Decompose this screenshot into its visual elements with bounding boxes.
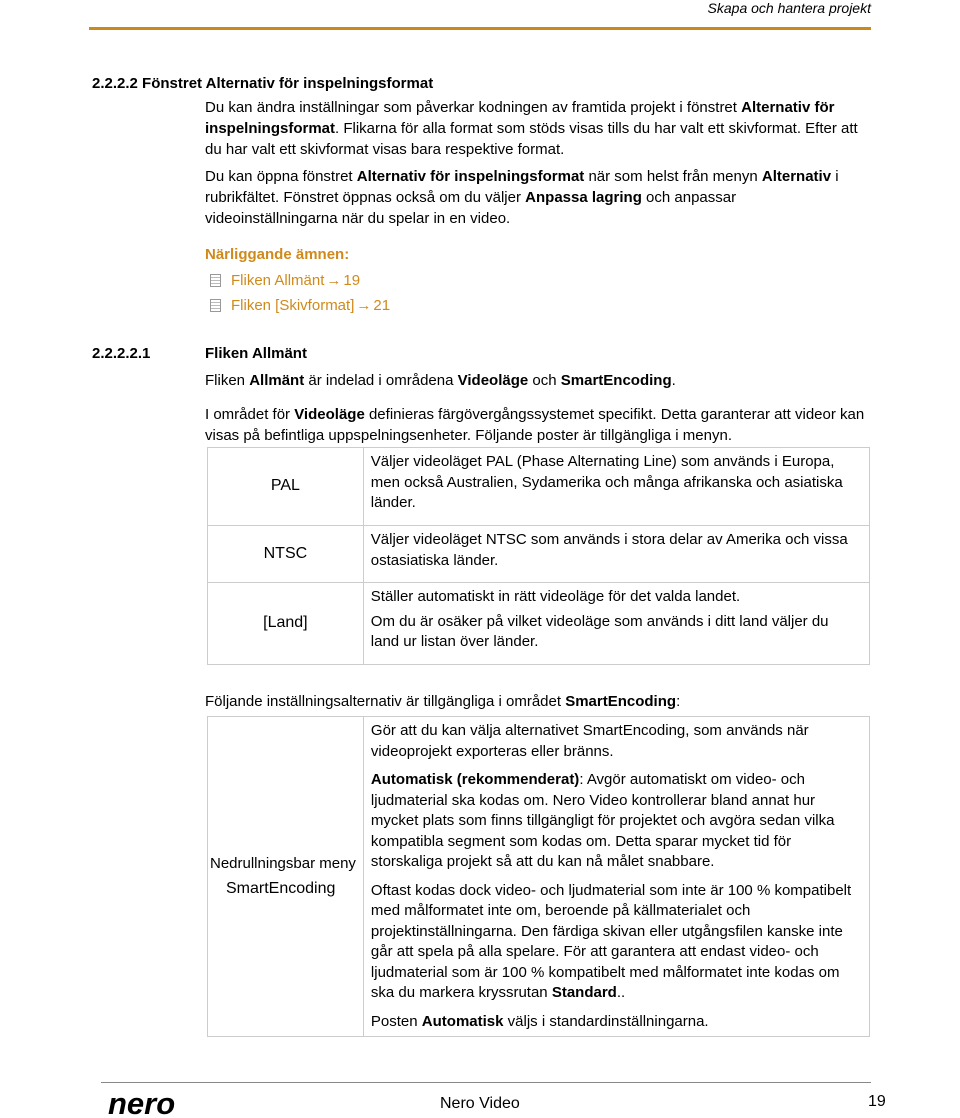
bold-term: SmartEncoding xyxy=(565,693,677,710)
text: när som helst från menyn xyxy=(584,168,762,185)
bold-term: Alternativ för inspelningsformat xyxy=(205,99,835,137)
arrow-icon: → xyxy=(356,297,372,314)
page-number: 19 xyxy=(868,1093,886,1110)
description-line: Om du är osäker på vilket videoläge som används i ditt land väljer du land ur listan över länder. xyxy=(370,612,829,650)
text: definieras färgövergångssystemet specifikt. Detta garanterar att videor kan visas på befintliga uppspelningsenheter. Följande poster är tillgängliga i menyn. xyxy=(205,406,865,444)
text: : Avgör automatiskt om video- och ljudmaterial ska kodas om. Nero Video kontrollerar bland annat hur mycket plats som finns tillgängligt för projektet och avgöra sedan vilka kompatibla segment som kodas om. Detta sparar mycket tid för storskaliga projekt så att du kan nå målet snabbare. xyxy=(370,771,835,870)
bold-term: Videoläge xyxy=(457,372,529,389)
footer-product-name: Nero Video xyxy=(440,1095,520,1112)
description-line: Ställer automatiskt in rätt videoläge för det valda landet. xyxy=(370,588,741,605)
text: i rubrikfältet. Fönstret öppnas också om du väljer xyxy=(205,168,839,206)
arrow-icon: → xyxy=(326,272,342,289)
text: Posten xyxy=(370,1012,422,1030)
general-tab-paragraph xyxy=(205,370,865,391)
text: .. xyxy=(616,984,626,1001)
video-mode-paragraph xyxy=(205,404,865,446)
bold-term: Automatisk xyxy=(421,1012,504,1030)
subsection-title: Fliken Allmänt xyxy=(205,345,307,362)
footer-rule xyxy=(101,1082,871,1083)
link-page: 19 xyxy=(343,272,361,289)
bold-term: Alternativ xyxy=(761,168,832,185)
bold-term: Alternativ för inspelningsformat xyxy=(356,168,585,185)
nero-logo-text: nero xyxy=(108,1090,176,1116)
smartencoding-table xyxy=(207,716,870,1037)
text: Fliken xyxy=(205,372,250,389)
table-row xyxy=(208,583,870,665)
video-mode-table xyxy=(207,447,870,665)
description-line xyxy=(371,881,859,1004)
link-label: Fliken [Skivformat] xyxy=(231,297,355,314)
text: Du kan ändra inställningar som påverkar kodningen av framtida projekt i fönstret xyxy=(205,99,742,116)
bold-term: Allmänt xyxy=(249,372,305,389)
related-link-general-tab[interactable] xyxy=(210,272,360,289)
header-rule xyxy=(89,27,871,30)
section-number: 2.2.2.2 xyxy=(92,75,138,92)
description-line xyxy=(371,1012,859,1033)
link-label: Fliken Allmänt xyxy=(231,272,325,289)
section-title: Fönstret Alternativ för inspelningsformat xyxy=(142,75,434,92)
table-row xyxy=(208,717,870,1037)
description-line: Gör att du kan välja alternativet SmartEncoding, som används när videoprojekt exporteras eller bränns. xyxy=(370,722,809,760)
table-row xyxy=(208,526,870,583)
bold-term: Automatisk (rekommenderat) xyxy=(370,771,580,788)
text: Följande inställningsalternativ är tillgängliga i området xyxy=(205,693,566,710)
running-header: Skapa och hantera projekt xyxy=(707,0,871,16)
description-line xyxy=(371,770,859,873)
intro-paragraph xyxy=(205,97,865,160)
link-page: 21 xyxy=(373,297,391,314)
option-description xyxy=(363,717,869,1037)
option-label: NTSC xyxy=(208,526,364,583)
text: . Flikarna för alla format som stöds visas tills du har valt ett skivformat. Efter att du har valt ett skivformat visas bara respektive format. xyxy=(205,120,858,158)
related-topics-heading: Närliggande ämnen: xyxy=(205,246,350,263)
bold-term: SmartEncoding xyxy=(560,372,672,389)
text: : xyxy=(676,693,681,710)
document-icon xyxy=(210,274,221,287)
option-name: SmartEncoding xyxy=(226,879,336,897)
option-description xyxy=(363,583,869,665)
related-link-disc-format-tab[interactable] xyxy=(210,297,390,314)
bold-term: Anpassa lagring xyxy=(525,189,642,206)
section-heading xyxy=(92,75,433,92)
smartencoding-paragraph xyxy=(205,691,865,712)
nero-logo xyxy=(108,1090,212,1116)
text: Du kan öppna fönstret xyxy=(205,168,357,185)
bold-term: Videoläge xyxy=(294,406,365,423)
text: och anpassar videoinställningarna när du spelar in en video. xyxy=(205,189,737,227)
bold-term: Standard xyxy=(551,984,617,1001)
subsection-number: 2.2.2.2.1 xyxy=(92,345,151,362)
option-type: Nedrullningsbar meny xyxy=(210,855,356,872)
table-row xyxy=(208,448,870,526)
text: väljs i standardinställningarna. xyxy=(503,1012,709,1030)
text: och xyxy=(528,372,561,389)
option-label: PAL xyxy=(208,448,364,526)
text: . xyxy=(671,372,676,389)
option-description: Väljer videoläget PAL (Phase Alternating Line) som används i Europa, men också Australien, Sydamerika och många afrikanska och asiatiska länder. xyxy=(363,448,869,526)
option-label: [Land] xyxy=(208,583,364,665)
text: Oftast kodas dock video- och ljudmaterial som inte är 100 % kompatibelt med målformatet inte om, beroende på källmaterialet och projektinställningarna. Den färdiga skivan eller utgångsfilen kanske inte går att spela på alla spelare. För att garantera att endast video- och ljudmaterial som är 100 % kompatibelt med målformatet inte kodas om ska du markera kryssrutan xyxy=(370,881,852,1001)
text: är indelad i områdena xyxy=(304,372,458,389)
open-paragraph xyxy=(205,166,865,229)
option-description: Väljer videoläget NTSC som används i stora delar av Amerika och vissa ostasiatiska länder. xyxy=(363,526,869,583)
option-label xyxy=(208,717,364,1037)
document-icon xyxy=(210,299,221,312)
text: I området för xyxy=(205,406,295,423)
